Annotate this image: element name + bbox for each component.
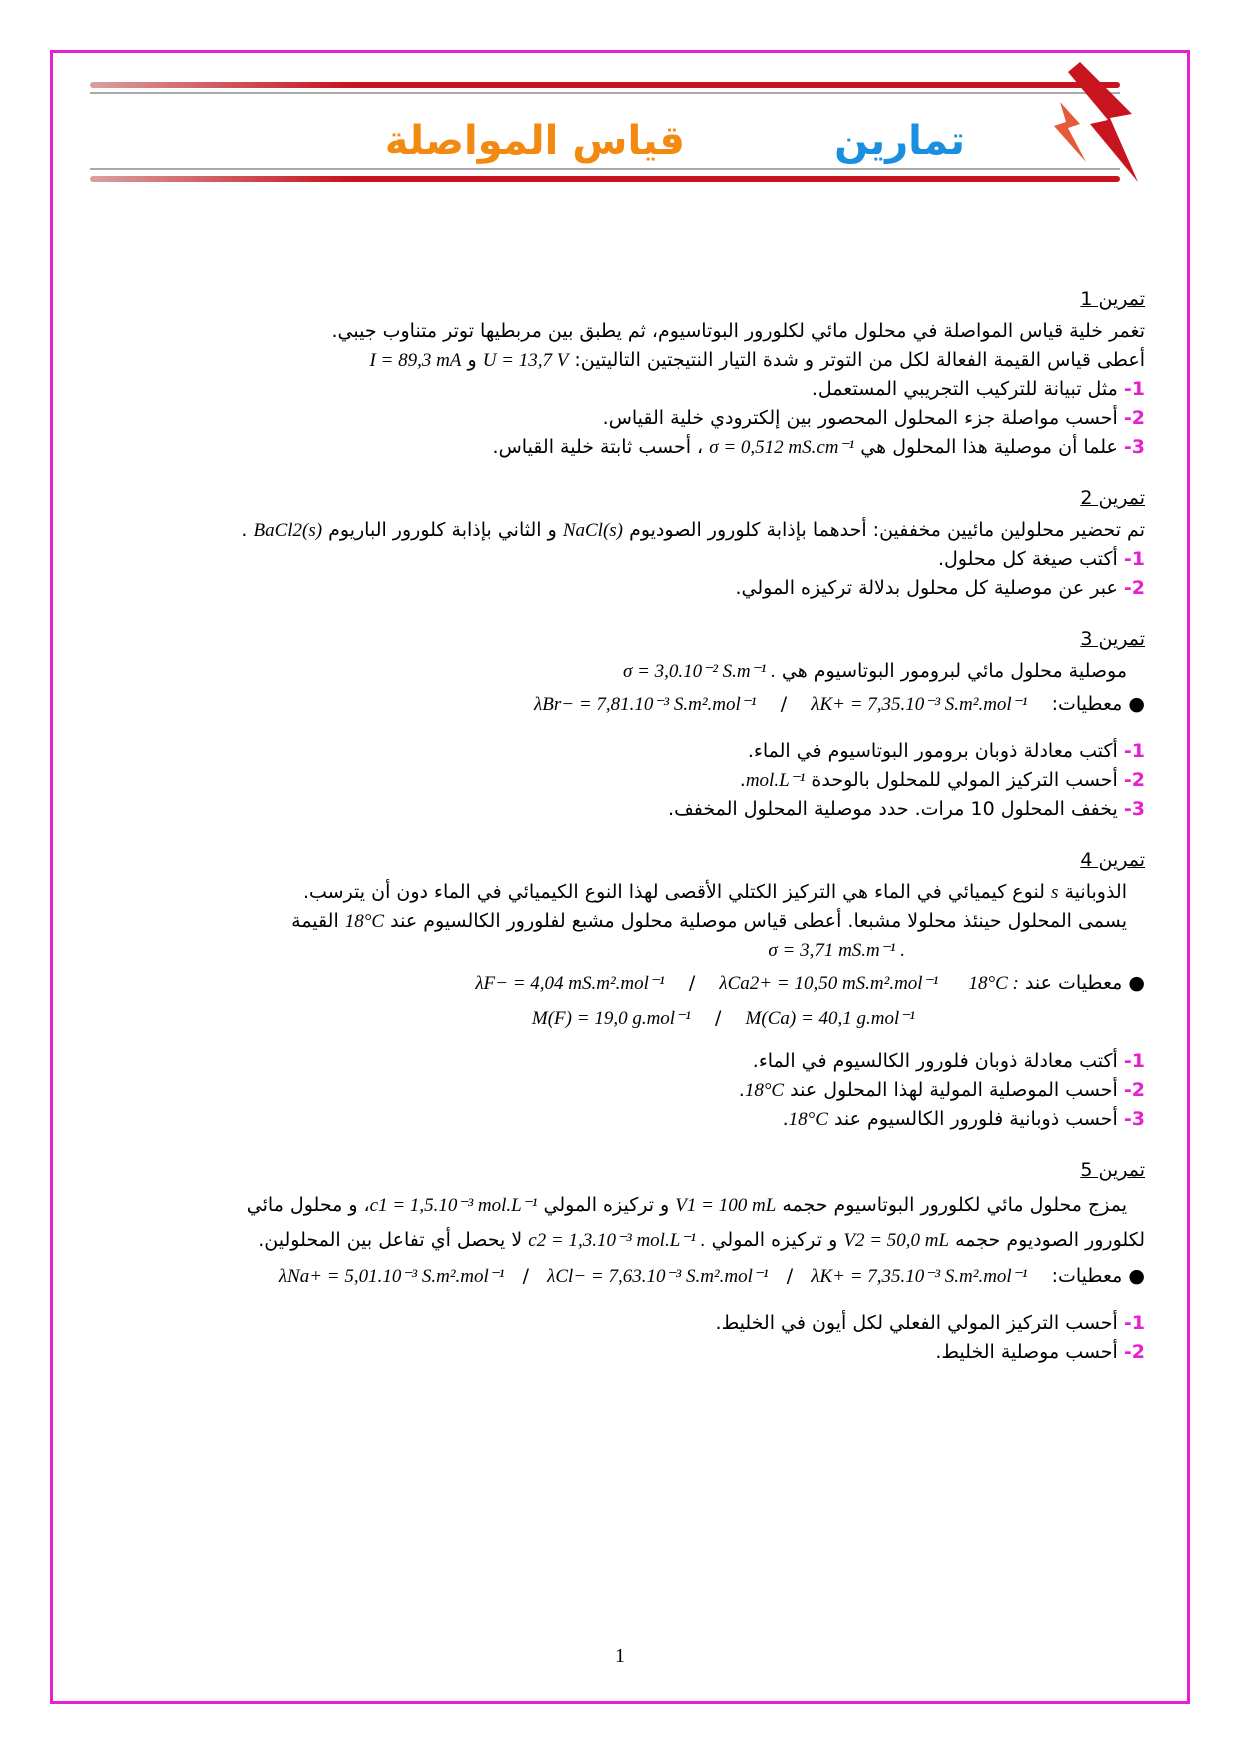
- exercise-3: [70, 625, 1145, 824]
- data-label: معطيات:: [1051, 693, 1123, 715]
- separator: /: [786, 1265, 794, 1287]
- question: [70, 433, 1145, 462]
- question-text: أحسب التركيز المولي الفعلي لكل أيون في الخليط.: [715, 1312, 1118, 1334]
- exercise-text-part: و تركيزه المولي: [711, 1229, 838, 1251]
- question-text: .: [782, 1108, 789, 1130]
- exercise-title: تمرين 2: [1080, 487, 1145, 509]
- math-value: V2 = 50,0 mL: [843, 1230, 950, 1251]
- exercise-2: [70, 484, 1145, 603]
- exercise-text-part: يمزج محلول مائي لكلورور البوتاسيوم حجمه: [782, 1194, 1127, 1216]
- question-number: 2-: [1123, 1079, 1145, 1101]
- exercise-text-part: لنوع كيميائي في الماء هي التركيز الكتلي الأقصى لهذا النوع الكيميائي في الماء دون أن يترسب.: [302, 881, 1045, 903]
- lightning-logo-icon: [1050, 62, 1140, 182]
- exercise-text-part: ، و محلول مائي: [246, 1194, 370, 1216]
- exercise-text: [70, 346, 1145, 375]
- data-label: معطيات:: [1051, 1265, 1123, 1287]
- exercise-text-part: تم تحضير محلولين مائيين مخففين: أحدهما بإذابة كلورور الصوديوم: [629, 519, 1145, 541]
- data-line: [70, 1262, 1145, 1291]
- question: [70, 795, 1145, 824]
- header-banner: [90, 80, 1140, 210]
- exercise-text-part: يسمى المحلول حينئذ محلولا مشبعا. أعطى قياس موصلية محلول مشبع لفلورور الكالسيوم عند: [390, 910, 1127, 932]
- exercise-text: [70, 1223, 1145, 1258]
- question: [70, 1338, 1145, 1367]
- math-value: λBr− = 7,81.10⁻³ S.m².mol⁻¹: [534, 694, 757, 715]
- question-number: 3-: [1123, 436, 1145, 458]
- exercise-text-part: و الثاني بإذابة كلورور الباريوم: [328, 519, 557, 541]
- math-value: NaCl(s): [562, 520, 624, 541]
- math-value: c1 = 1,5.10⁻³ mol.L⁻¹: [369, 1195, 538, 1216]
- question-text: أكتب معادلة ذوبان فلورور الكالسيوم في الماء.: [752, 1050, 1118, 1072]
- question-text: .: [739, 769, 746, 791]
- data-label: معطيات عند: [1024, 972, 1123, 994]
- bullet-icon: ●: [1128, 693, 1145, 715]
- exercise-text-part: الذوبانية: [1064, 881, 1127, 903]
- banner-title: تمارين: [834, 118, 965, 164]
- question-text: علما أن موصلية هذا المحلول هي: [860, 436, 1118, 458]
- exercise-text: [70, 516, 1145, 545]
- question-number: 1-: [1123, 548, 1145, 570]
- data-line: [70, 1004, 1145, 1033]
- question-number: 1-: [1123, 1312, 1145, 1334]
- question-number: 1-: [1123, 1050, 1145, 1072]
- conjunction: و: [467, 349, 477, 371]
- question: [70, 404, 1145, 433]
- exercises: [70, 285, 1145, 1389]
- math-value: σ = 3,71 mS.m⁻¹ .: [768, 940, 905, 961]
- exercise-title: تمرين 3: [1080, 628, 1145, 650]
- math-value: M(Ca) = 40,1 g.mol⁻¹: [745, 1008, 915, 1029]
- question: [70, 545, 1145, 574]
- data-line: [70, 690, 1145, 719]
- math-value: σ = 3,0.10⁻² S.m⁻¹ .: [622, 661, 776, 682]
- math-value: BaCl2(s): [253, 520, 323, 541]
- question: [70, 1047, 1145, 1076]
- math-value: 18°C: [788, 1109, 828, 1130]
- math-value: 18°C: [344, 911, 385, 932]
- banner-bottom-gray-line: [90, 168, 1120, 170]
- question-text: أحسب ذوبانية فلورور الكالسيوم عند: [833, 1108, 1118, 1130]
- exercise-text: [70, 1188, 1145, 1223]
- math-value: c2 = 1,3.10⁻³ mol.L⁻¹ .: [528, 1230, 706, 1251]
- exercise-title: تمرين 4: [1080, 849, 1145, 871]
- question-text: أحسب موصلية الخليط.: [935, 1341, 1118, 1363]
- exercise-text: [70, 878, 1145, 907]
- question-text: أكتب معادلة ذوبان برومور البوتاسيوم في الماء.: [747, 740, 1118, 762]
- exercise-text: [70, 657, 1145, 686]
- exercise-5: [70, 1156, 1145, 1367]
- math-value: σ = 0,512 mS.cm⁻¹: [709, 437, 855, 458]
- question: [70, 574, 1145, 603]
- math-value: s: [1051, 882, 1059, 903]
- question-text: مثل تبيانة للتركيب التجريبي المستعمل.: [811, 378, 1118, 400]
- exercise-text: [70, 907, 1145, 936]
- exercise-text: [70, 936, 1145, 965]
- math-value: λNa+ = 5,01.10⁻³ S.m².mol⁻¹: [278, 1266, 505, 1287]
- exercise-text-part: القيمة: [291, 910, 339, 932]
- exercise-title: تمرين 1: [1080, 288, 1145, 310]
- bullet-icon: ●: [1128, 1265, 1145, 1287]
- question: [70, 737, 1145, 766]
- question-text: أحسب الموصلية المولية لهذا المحلول عند: [790, 1079, 1118, 1101]
- exercise-text-part: .: [241, 519, 248, 541]
- question-number: 1-: [1123, 740, 1145, 762]
- math-value: λK+ = 7,35.10⁻³ S.m².mol⁻¹: [811, 694, 1028, 715]
- exercise-1: [70, 285, 1145, 462]
- question-text: عبر عن موصلية كل محلول بدلالة تركيزه المولي.: [735, 577, 1118, 599]
- question: [70, 1076, 1145, 1105]
- math-value: mol.L⁻¹: [745, 770, 806, 791]
- math-value: V1 = 100 mL: [675, 1195, 777, 1216]
- question: [70, 766, 1145, 795]
- question: [70, 375, 1145, 404]
- math-value: λF− = 4,04 mS.m².mol⁻¹: [475, 973, 665, 994]
- question-text: أكتب صيغة كل محلول.: [937, 548, 1118, 570]
- question: [70, 1105, 1145, 1134]
- math-value: I = 89,3 mA: [369, 350, 462, 371]
- exercise-text-part: و تركيزه المولي: [543, 1194, 670, 1216]
- question-number: 3-: [1123, 1108, 1145, 1130]
- exercise-text-part: أعطى قياس القيمة الفعالة لكل من التوتر و شدة التيار النتيجتين التاليتين:: [574, 349, 1145, 371]
- math-value: λCa2+ = 10,50 mS.m².mol⁻¹: [719, 973, 939, 994]
- banner-subtitle: قياس المواصلة: [384, 118, 685, 164]
- math-value: λCl− = 7,63.10⁻³ S.m².mol⁻¹: [547, 1266, 769, 1287]
- question-text: أحسب التركيز المولي للمحلول بالوحدة: [811, 769, 1118, 791]
- exercise-text-part: موصلية محلول مائي لبرومور البوتاسيوم هي: [781, 660, 1127, 682]
- question-number: 2-: [1123, 769, 1145, 791]
- exercise-text-part: لا يحصل أي تفاعل بين المحلولين.: [258, 1229, 523, 1251]
- exercise-text-part: لكلورور الصوديوم حجمه: [955, 1229, 1145, 1251]
- banner-top-line: [90, 82, 1120, 88]
- question-text: يخفف المحلول 10 مرات. حدد موصلية المحلول المخفف.: [668, 798, 1118, 820]
- page-number: 1: [615, 1645, 625, 1667]
- separator: /: [522, 1265, 530, 1287]
- question-text: .: [738, 1079, 745, 1101]
- exercise-4: [70, 846, 1145, 1134]
- banner-bottom-line: [90, 176, 1120, 182]
- math-value: λK+ = 7,35.10⁻³ S.m².mol⁻¹: [811, 1266, 1028, 1287]
- banner-top-gray-line: [90, 92, 1120, 94]
- question-text: أحسب مواصلة جزء المحلول المحصور بين إلكترودي خلية القياس.: [602, 407, 1118, 429]
- exercise-title: تمرين 5: [1080, 1159, 1145, 1181]
- separator: /: [780, 693, 788, 715]
- exercise-text: تغمر خلية قياس المواصلة في محلول مائي لكلورور البوتاسيوم، ثم يطبق بين مربطيها توتر متناوب جيبي.: [331, 320, 1145, 342]
- math-value: 18°C :: [968, 973, 1019, 994]
- question-number: 1-: [1123, 378, 1145, 400]
- separator: /: [688, 972, 696, 994]
- data-line: [70, 969, 1145, 998]
- question-text: ، أحسب ثابتة خلية القياس.: [492, 436, 704, 458]
- math-value: U = 13,7 V: [482, 350, 569, 371]
- bullet-icon: ●: [1128, 972, 1145, 994]
- question-number: 3-: [1123, 798, 1145, 820]
- question-number: 2-: [1123, 1341, 1145, 1363]
- question-number: 2-: [1123, 407, 1145, 429]
- separator: /: [714, 1007, 722, 1029]
- question-number: 2-: [1123, 577, 1145, 599]
- question: [70, 1309, 1145, 1338]
- math-value: 18°C: [744, 1080, 785, 1101]
- math-value: M(F) = 19,0 g.mol⁻¹: [531, 1008, 691, 1029]
